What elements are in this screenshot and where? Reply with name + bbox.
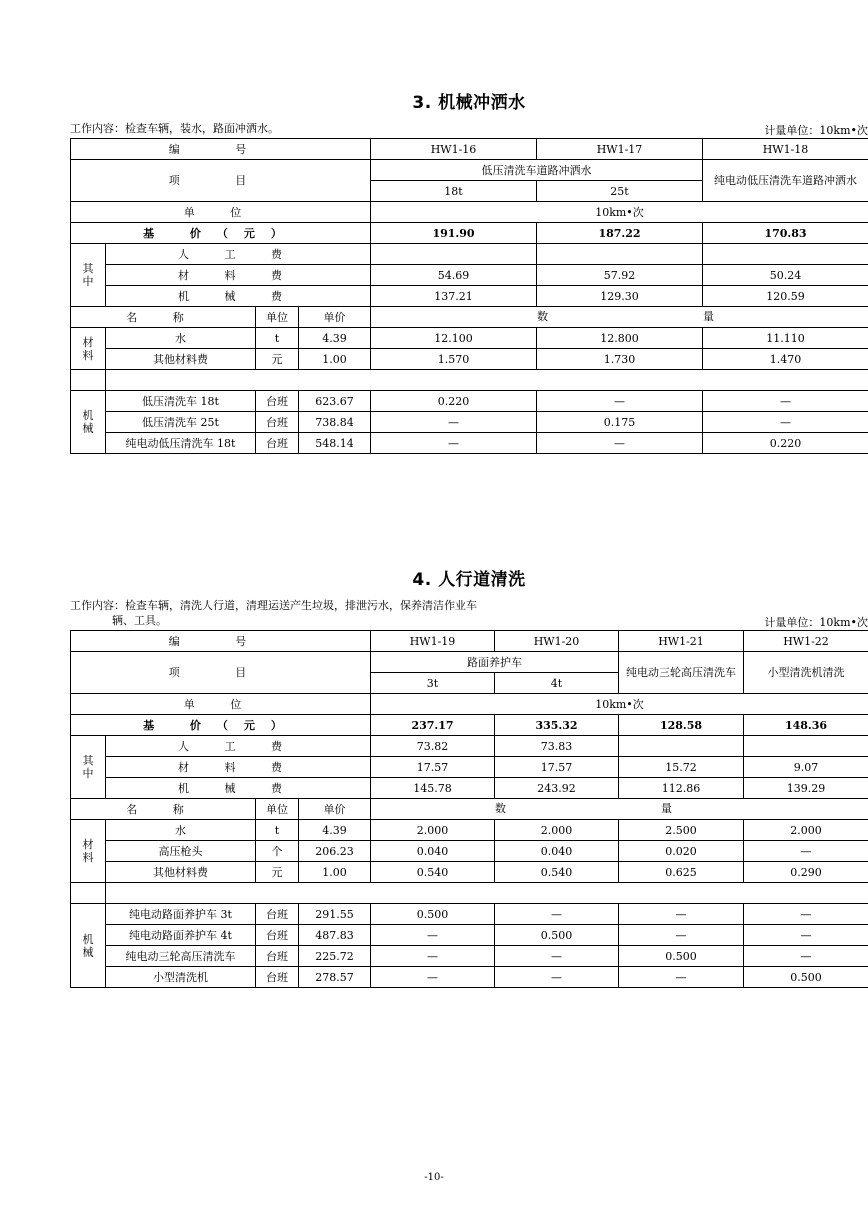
label-machine-cost: 机 械 费 — [106, 286, 371, 307]
material-cost-2: 17.57 — [495, 757, 619, 778]
section-title: 4. 人行道清洗 — [412, 570, 526, 590]
item-group-label: 低压清洗车道路冲洒水 — [371, 160, 703, 181]
machine-name-2: 纯电动路面养护车 4t — [106, 925, 256, 946]
machine-price-2: 738.84 — [299, 412, 371, 433]
material-name-1: 水 — [106, 820, 256, 841]
label-liao: 料 — [82, 348, 94, 362]
machine-qty-3-1: — — [371, 433, 537, 454]
label-group-material — [71, 820, 106, 883]
labor-3 — [703, 244, 868, 265]
machine-qty-2-1: — — [371, 925, 495, 946]
row-item-name — [71, 652, 868, 673]
code-cell-2: HW1-17 — [537, 139, 703, 160]
label-xie: 械 — [82, 422, 94, 435]
machine-qty-4-1: — — [371, 967, 495, 988]
machine-qty-2-2: 0.175 — [537, 412, 703, 433]
label-labor-cost: 人 工 费 — [106, 244, 371, 265]
material-qty-3-4: 0.290 — [744, 862, 868, 883]
material-qty-2-1: 1.570 — [371, 349, 537, 370]
labor-3 — [619, 736, 744, 757]
material-price-2: 206.23 — [299, 841, 371, 862]
label-name-header: 名 称 — [71, 307, 256, 328]
item-col4-label: 小型清洗机清洗 — [744, 652, 868, 694]
table-row — [71, 925, 868, 946]
material-unit-2: 元 — [256, 349, 299, 370]
measurement-unit-note: 计量单位：10km•次 — [764, 616, 868, 629]
material-name-2: 其他材料费 — [106, 349, 256, 370]
labor-4 — [744, 736, 868, 757]
label-code: 编 号 — [71, 631, 371, 652]
item-group-label: 路面养护车 — [371, 652, 619, 673]
label-quantity-header — [371, 307, 868, 328]
machine-name-3: 纯电动三轮高压清洗车 — [106, 946, 256, 967]
machine-price-2: 487.83 — [299, 925, 371, 946]
machine-unit-1: 台班 — [256, 904, 299, 925]
label-group-zhongqi — [71, 244, 106, 307]
table-row — [71, 946, 868, 967]
label-group-machine — [71, 904, 106, 988]
machine-cost-2: 129.30 — [537, 286, 703, 307]
material-qty-1-3: 11.110 — [703, 328, 868, 349]
machine-unit-2: 台班 — [256, 925, 299, 946]
code-cell-1: HW1-19 — [371, 631, 495, 652]
label-name-header: 名 称 — [71, 799, 256, 820]
base-price-1: 191.90 — [371, 223, 537, 244]
material-price-3: 1.00 — [299, 862, 371, 883]
quota-table-2 — [70, 630, 868, 988]
material-name-2: 高压枪头 — [106, 841, 256, 862]
machine-unit-3: 台班 — [256, 946, 299, 967]
labor-2: 73.83 — [495, 736, 619, 757]
row-material-cost — [71, 265, 868, 286]
label-material-cost: 材 料 费 — [106, 757, 371, 778]
machine-qty-2-3: — — [619, 925, 744, 946]
row-detail-header — [71, 307, 868, 328]
material-qty-1-2: 2.000 — [495, 820, 619, 841]
row-item-name — [71, 160, 868, 181]
machine-cost-3: 120.59 — [703, 286, 868, 307]
base-price-2: 335.32 — [495, 715, 619, 736]
section-meta — [70, 121, 868, 138]
qty-head-left: 数 — [537, 310, 548, 323]
work-content-text: 工作内容：检查车辆，装水，路面冲洒水。 — [70, 122, 279, 135]
code-cell-3: HW1-21 — [619, 631, 744, 652]
machine-qty-3-4: — — [744, 946, 868, 967]
label-group-zhongqi — [71, 736, 106, 799]
material-qty-1-1: 12.100 — [371, 328, 537, 349]
machine-qty-2-2: 0.500 — [495, 925, 619, 946]
material-qty-2-4: — — [744, 841, 868, 862]
row-unit — [71, 202, 868, 223]
spec-cell-1: 3t — [371, 673, 495, 694]
spacer-row — [71, 883, 868, 904]
label-unit-header: 单位 — [256, 307, 299, 328]
spacer-row — [71, 370, 868, 391]
label-xie: 械 — [82, 945, 94, 959]
code-cell-4: HW1-22 — [744, 631, 868, 652]
row-unit — [71, 694, 868, 715]
machine-price-1: 291.55 — [299, 904, 371, 925]
label-quantity-header — [371, 799, 868, 820]
label-qi: 其 — [82, 754, 94, 767]
label-unit: 单 位 — [71, 694, 371, 715]
machine-name-2: 低压清洗车 25t — [106, 412, 256, 433]
label-item: 项 目 — [71, 160, 371, 202]
row-machine-cost — [71, 286, 868, 307]
machine-qty-1-3: — — [619, 904, 744, 925]
row-detail-header — [71, 799, 868, 820]
labor-1 — [371, 244, 537, 265]
code-cell-3: HW1-18 — [703, 139, 868, 160]
material-qty-1-1: 2.000 — [371, 820, 495, 841]
machine-qty-1-2: — — [495, 904, 619, 925]
row-base-price — [71, 715, 868, 736]
spec-cell-1: 18t — [371, 181, 537, 202]
label-group-machine — [71, 391, 106, 454]
machine-qty-2-3: — — [703, 412, 868, 433]
machine-price-3: 548.14 — [299, 433, 371, 454]
label-material-cost: 材 料 费 — [106, 265, 371, 286]
material-qty-3-1: 0.540 — [371, 862, 495, 883]
label-cai: 材 — [82, 838, 94, 851]
unit-value: 10km•次 — [371, 202, 868, 223]
machine-qty-1-2: — — [537, 391, 703, 412]
material-qty-1-4: 2.000 — [744, 820, 868, 841]
label-group-material — [71, 328, 106, 370]
machine-price-3: 225.72 — [299, 946, 371, 967]
machine-unit-2: 台班 — [256, 412, 299, 433]
machine-name-1: 纯电动路面养护车 3t — [106, 904, 256, 925]
machine-price-1: 623.67 — [299, 391, 371, 412]
label-ji: 机 — [82, 409, 94, 422]
material-cost-3: 50.24 — [703, 265, 868, 286]
material-cost-1: 54.69 — [371, 265, 537, 286]
material-unit-1: t — [256, 328, 299, 349]
material-cost-2: 57.92 — [537, 265, 703, 286]
machine-qty-4-2: — — [495, 967, 619, 988]
machine-qty-2-1: — — [371, 412, 537, 433]
material-qty-2-2: 0.040 — [495, 841, 619, 862]
machine-price-4: 278.57 — [299, 967, 371, 988]
label-price-header: 单价 — [299, 307, 371, 328]
machine-name-1: 低压清洗车 18t — [106, 391, 256, 412]
measurement-unit-note: 计量单位：10km•次 — [764, 124, 868, 137]
material-qty-3-3: 0.625 — [619, 862, 744, 883]
labor-1: 73.82 — [371, 736, 495, 757]
machine-qty-3-2: — — [537, 433, 703, 454]
machine-qty-3-1: — — [371, 946, 495, 967]
work-content-text — [70, 598, 477, 628]
item-last-label: 纯电动低压清洗车道路冲洒水 — [703, 160, 868, 202]
base-price-1: 237.17 — [371, 715, 495, 736]
table-row — [71, 862, 868, 883]
machine-unit-1: 台班 — [256, 391, 299, 412]
spec-cell-2: 4t — [495, 673, 619, 694]
code-cell-1: HW1-16 — [371, 139, 537, 160]
table-row — [71, 391, 868, 412]
qty-head-left: 数 — [495, 802, 506, 815]
material-cost-1: 17.57 — [371, 757, 495, 778]
label-liao: 料 — [82, 851, 94, 864]
machine-qty-1-4: — — [744, 904, 868, 925]
material-price-1: 4.39 — [299, 328, 371, 349]
material-qty-3-2: 0.540 — [495, 862, 619, 883]
label-code: 编 号 — [71, 139, 371, 160]
label-item: 项 目 — [71, 652, 371, 694]
label-ji: 机 — [82, 932, 94, 946]
material-qty-1-2: 12.800 — [537, 328, 703, 349]
code-cell-2: HW1-20 — [495, 631, 619, 652]
machine-cost-1: 137.21 — [371, 286, 537, 307]
work-content-line2: 辆、工具。 — [112, 614, 167, 627]
row-base-price — [71, 223, 868, 244]
label-cai: 材 — [82, 335, 94, 349]
label-base-price: 基 价（元） — [71, 223, 371, 244]
material-qty-2-3: 1.470 — [703, 349, 868, 370]
section-mechanical-watering — [70, 88, 868, 454]
machine-qty-3-2: — — [495, 946, 619, 967]
machine-qty-1-3: — — [703, 391, 868, 412]
machine-qty-4-3: — — [619, 967, 744, 988]
material-qty-1-3: 2.500 — [619, 820, 744, 841]
material-unit-1: t — [256, 820, 299, 841]
row-material-cost — [71, 757, 868, 778]
label-machine-cost: 机 械 费 — [106, 778, 371, 799]
material-qty-2-1: 0.040 — [371, 841, 495, 862]
material-qty-2-2: 1.730 — [537, 349, 703, 370]
base-price-2: 187.22 — [537, 223, 703, 244]
qty-head-right: 量 — [661, 802, 672, 815]
label-price-header: 单价 — [299, 799, 371, 820]
row-code — [71, 631, 868, 652]
label-unit: 单 位 — [71, 202, 371, 223]
table-row — [71, 349, 868, 370]
table-row — [71, 412, 868, 433]
machine-qty-1-1: 0.220 — [371, 391, 537, 412]
material-cost-3: 15.72 — [619, 757, 744, 778]
material-name-1: 水 — [106, 328, 256, 349]
material-price-1: 4.39 — [299, 820, 371, 841]
unit-value: 10km•次 — [371, 694, 868, 715]
label-qi: 其 — [82, 262, 94, 275]
item-col3-label: 纯电动三轮高压清洗车 — [619, 652, 744, 694]
section-title: 3. 机械冲洒水 — [412, 93, 526, 113]
machine-qty-2-4: — — [744, 925, 868, 946]
labor-2 — [537, 244, 703, 265]
machine-cost-2: 243.92 — [495, 778, 619, 799]
table-row — [71, 328, 868, 349]
label-zhong: 中 — [82, 767, 94, 780]
base-price-3: 170.83 — [703, 223, 868, 244]
quota-table-1 — [70, 138, 868, 454]
machine-qty-3-3: 0.500 — [619, 946, 744, 967]
machine-name-3: 纯电动低压清洗车 18t — [106, 433, 256, 454]
spec-cell-2: 25t — [537, 181, 703, 202]
table-row — [71, 841, 868, 862]
material-qty-2-3: 0.020 — [619, 841, 744, 862]
machine-name-4: 小型清洗机 — [106, 967, 256, 988]
material-unit-3: 元 — [256, 862, 299, 883]
machine-qty-4-4: 0.500 — [744, 967, 868, 988]
material-price-2: 1.00 — [299, 349, 371, 370]
table-row — [71, 904, 868, 925]
label-base-price: 基 价（元） — [71, 715, 371, 736]
material-name-3: 其他材料费 — [106, 862, 256, 883]
machine-unit-3: 台班 — [256, 433, 299, 454]
row-machine-cost — [71, 778, 868, 799]
section-sidewalk-cleaning — [70, 565, 868, 988]
material-cost-4: 9.07 — [744, 757, 868, 778]
row-labor-cost — [71, 736, 868, 757]
base-price-4: 148.36 — [744, 715, 868, 736]
machine-qty-1-1: 0.500 — [371, 904, 495, 925]
machine-qty-3-3: 0.220 — [703, 433, 868, 454]
base-price-3: 128.58 — [619, 715, 744, 736]
row-labor-cost — [71, 244, 868, 265]
machine-cost-1: 145.78 — [371, 778, 495, 799]
row-code — [71, 139, 868, 160]
label-labor-cost: 人 工 费 — [106, 736, 371, 757]
label-unit-header: 单位 — [256, 799, 299, 820]
material-unit-2: 个 — [256, 841, 299, 862]
table-row — [71, 433, 868, 454]
machine-cost-3: 112.86 — [619, 778, 744, 799]
table-row — [71, 820, 868, 841]
machine-cost-4: 139.29 — [744, 778, 868, 799]
work-content-line1: 工作内容：检查车辆，清洗人行道，清理运送产生垃圾，排泄污水，保养清洁作业车 — [70, 599, 477, 612]
label-zhong: 中 — [82, 275, 94, 288]
section-meta — [70, 598, 868, 630]
qty-head-right: 量 — [703, 310, 714, 323]
page-number: -10- — [424, 1172, 444, 1183]
table-row — [71, 967, 868, 988]
machine-unit-4: 台班 — [256, 967, 299, 988]
